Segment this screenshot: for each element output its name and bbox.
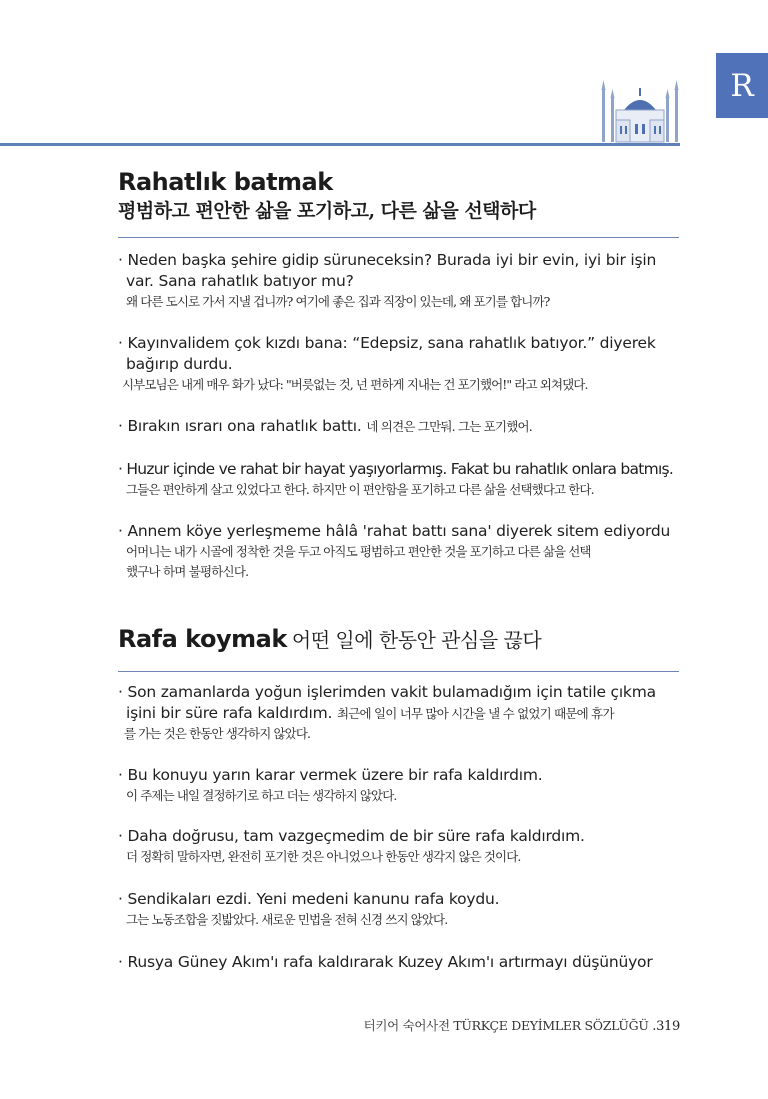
- example-entry: [118, 521, 683, 582]
- letter-tab-label: R: [730, 67, 754, 104]
- page-number: .319: [652, 1019, 680, 1034]
- mosque-icon: [598, 76, 682, 144]
- example-korean: 왜 다른 도시로 가서 지낼 겁니까? 여기에 좋은 집과 직장이 있는데, 왜 포기를 합니까?: [126, 294, 550, 309]
- example-entry: [118, 333, 683, 395]
- section-heading: [118, 624, 541, 653]
- example-korean: 더 정확히 말하자면, 완전히 포기한 것은 아니었으나 한동안 생각지 않은 것이다.: [126, 849, 521, 864]
- example-korean: 그들은 편안하게 살고 있었다고 한다. 하지만 이 편안함을 포기하고 다른 삶을 선택했다고 한다.: [126, 482, 594, 497]
- example-line: · Bırakın ısrarı ona rahatlık battı.: [118, 417, 362, 435]
- section-rule: [118, 671, 679, 672]
- example-turkish: · Sendikaları ezdi. Yeni medeni kanunu rafa koydu.: [118, 890, 500, 908]
- idiom-meaning: 어떤 일에 한동안 관심을 끊다: [291, 628, 542, 652]
- idiom-meaning: 평범하고 편안한 삶을 포기하고, 다른 삶을 선택하다: [118, 200, 536, 222]
- page-footer: [364, 1016, 680, 1034]
- example-entry: [118, 826, 683, 867]
- example-line: var. Sana rahatlık batıyor mu?: [126, 272, 354, 290]
- example-line: bağırıp durdu.: [126, 355, 233, 373]
- example-turkish: · Annem köye yerleşmeme hâlâ 'rahat battı sana' diyerek sitem ediyordu: [118, 522, 671, 540]
- idiom-title: Rafa koymak: [118, 625, 287, 653]
- section-heading: [118, 168, 536, 223]
- example-entry: [118, 250, 683, 312]
- example-turkish: · Bu konuyu yarın karar vermek üzere bir rafa kaldırdım.: [118, 766, 543, 784]
- example-korean: 그는 노동조합을 짓밟았다. 새로운 민법을 전혀 신경 쓰지 않았다.: [126, 912, 448, 927]
- example-entry: [118, 765, 683, 806]
- example-turkish: · Daha doğrusu, tam vazgeçmedim de bir süre rafa kaldırdım.: [118, 827, 585, 845]
- example-korean: 어머니는 내가 시골에 정착한 것을 두고 아직도 평범하고 편안한 것을 포기하고 다른 삶을 선택: [126, 544, 591, 559]
- idiom-title: Rahatlık batmak: [118, 168, 333, 196]
- example-line: · Kayınvalidem çok kızdı bana: “Edepsiz, sana rahatlık batıyor.” diyerek: [118, 334, 656, 352]
- example-turkish: · Huzur içinde ve rahat bir hayat yaşıyorlarmış. Fakat bu rahatlık onlara batmış.: [118, 460, 674, 478]
- example-korean: 했구나 하며 불평하신다.: [126, 564, 249, 579]
- example-line: · Neden başka şehire gidip süruneceksin? Burada iyi bir evin, iyi bir işin: [118, 251, 657, 269]
- example-line-text: işini bir süre rafa kaldırdım.: [126, 704, 333, 722]
- example-entry: [118, 952, 683, 973]
- example-turkish: [118, 416, 683, 437]
- example-turkish: [118, 682, 683, 724]
- letter-tab: [716, 53, 768, 118]
- example-entry: [118, 682, 683, 744]
- example-turkish: [118, 333, 683, 375]
- example-turkish: · Rusya Güney Akım'ı rafa kaldırarak Kuzey Akım'ı artırmayı düşünüyor: [118, 953, 653, 971]
- example-korean: 시부모님은 내게 매우 화가 났다: "버릇없는 것, 넌 편하게 지내는 건 포기했어!" 라고 외쳐댔다.: [122, 377, 588, 392]
- header-rule: [0, 143, 680, 146]
- section-rule: [118, 237, 679, 238]
- example-line: [118, 703, 683, 724]
- example-line: · Son zamanlarda yoğun işlerimden vakit bulamadığım için tatile çıkma: [118, 683, 656, 701]
- example-entry: [118, 416, 683, 437]
- example-entry: [118, 889, 683, 930]
- example-korean: 이 주제는 내일 결정하기로 하고 더는 생각하지 않았다.: [126, 788, 397, 803]
- footer-title: 터키어 숙어사전 TÜRKÇE DEYİMLER SÖZLÜĞÜ: [363, 1018, 649, 1033]
- example-korean: 최근에 일이 너무 많아 시간을 낼 수 없었기 때문에 휴가: [337, 706, 614, 721]
- example-turkish: [118, 250, 683, 292]
- example-korean: 네 의견은 그만둬. 그는 포기했어.: [366, 419, 532, 434]
- example-korean: 를 가는 것은 한동안 생각하지 않았다.: [124, 726, 311, 741]
- example-entry: [118, 459, 683, 500]
